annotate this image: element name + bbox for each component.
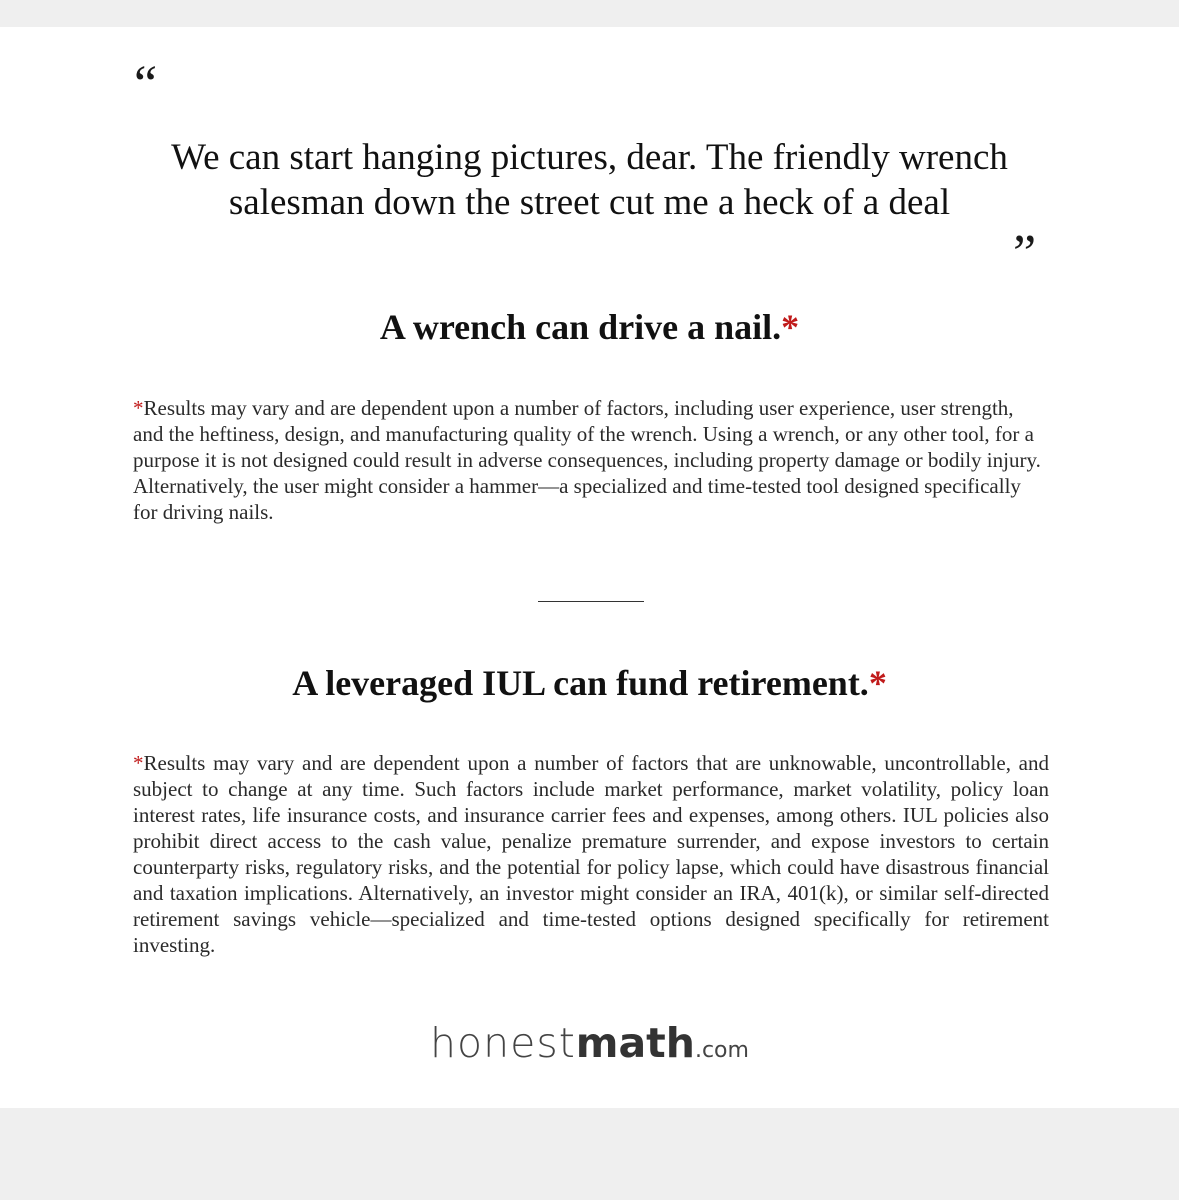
logo-tld-part: .com bbox=[694, 1038, 749, 1063]
open-quote-mark: “ bbox=[134, 56, 158, 113]
section-1-disclaimer-asterisk: * bbox=[133, 396, 144, 420]
logo-light-part: honest bbox=[430, 1019, 576, 1067]
section-1-heading bbox=[60, 305, 1119, 349]
quote-line-2: salesman down the street cut me a heck of a deal bbox=[228, 182, 951, 223]
section-2-disclaimer-asterisk: * bbox=[133, 751, 144, 775]
section-1-heading-text: A wrench can drive a nail. bbox=[379, 307, 782, 347]
honestmath-logo bbox=[0, 1019, 1179, 1067]
logo-bold-part: math bbox=[575, 1019, 695, 1067]
quote-text bbox=[100, 135, 1079, 225]
close-quote-mark: ” bbox=[1013, 225, 1037, 282]
section-2-disclaimer-text: Results may vary and are dependent upon a number of factors that are unknowable, uncontrollable, and subject to change at any time. Such factors include market performance, market volatility, policy loan interest rates, life insurance costs, and insurance carrier fees and expenses, among others. IUL policies also prohibit direct access to the cash value, penalize premature surrender, and expose investors to certain counterparty risks, regulatory risks, and the potential for policy lapse, which could have disastrous financial and taxation implications. Alternatively, an investor might consider an IRA, 401(k), or similar self-directed retirement savings vehicle—specialized and time-tested options designed specifically for retirement investing. bbox=[133, 751, 1049, 957]
section-divider bbox=[538, 601, 644, 602]
section-2-heading bbox=[60, 661, 1119, 705]
section-2-disclaimer bbox=[133, 750, 1049, 958]
section-2-heading-asterisk: * bbox=[868, 663, 887, 703]
content-card bbox=[0, 27, 1179, 1108]
section-2-heading-text: A leveraged IUL can fund retirement. bbox=[292, 663, 869, 703]
section-1-heading-asterisk: * bbox=[781, 307, 800, 347]
section-1-disclaimer bbox=[133, 395, 1049, 525]
quote-line-1: We can start hanging pictures, dear. The friendly wrench bbox=[171, 137, 1008, 178]
section-1-disclaimer-text: Results may vary and are dependent upon a number of factors, including user experience, user strength, and the heftiness, design, and manufacturing quality of the wrench. Using a wrench, or any other tool, for a purpose it is not designed could result in adverse consequences, including property damage or bodily injury. Alternatively, the user might consider a hammer—a specialized and time-tested tool designed specifically for driving nails. bbox=[133, 396, 1041, 524]
